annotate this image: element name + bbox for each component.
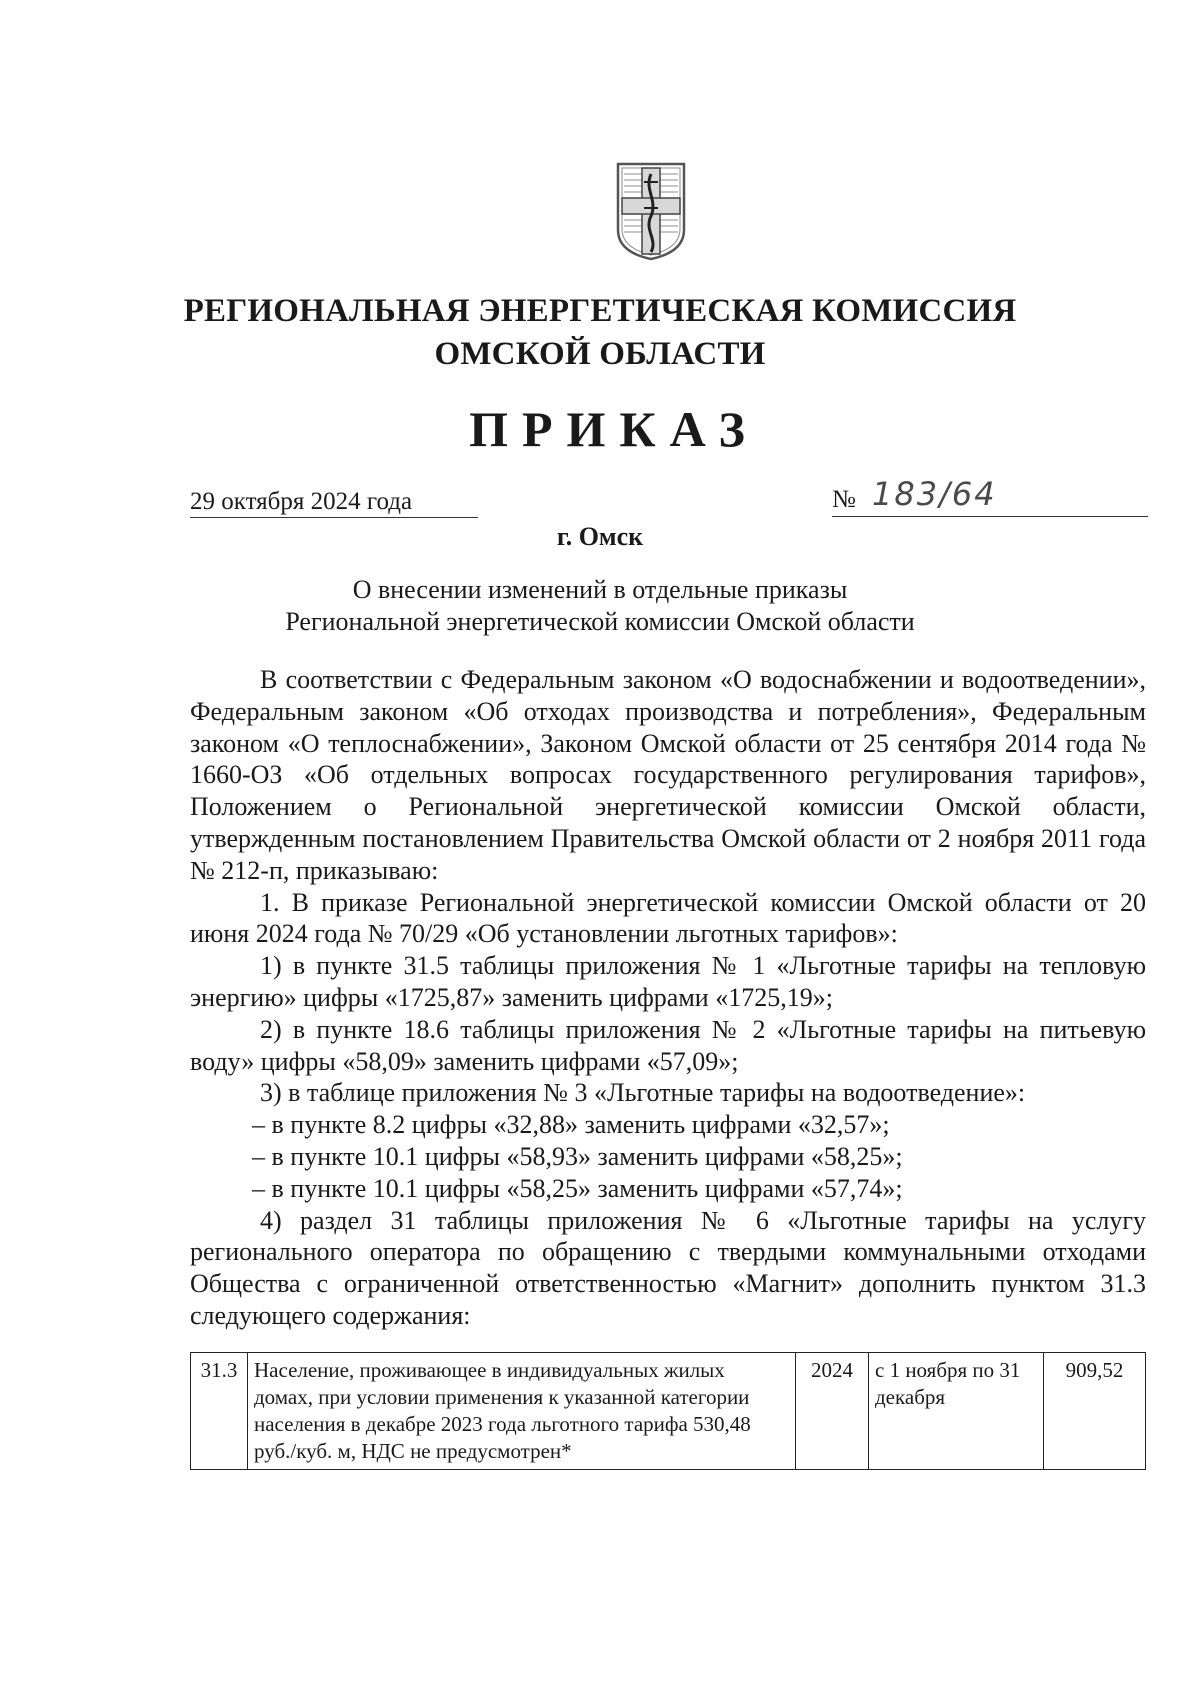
city-name: г. Омск [556, 522, 644, 551]
subitem-4: 4) раздел 31 таблицы приложения № 6 «Льготные тарифы на услугу регионального оператора по обращению с твердыми коммунальными отходами Общества с ограниченной ответственностью «Магнит» дополнить пунктом 31.3 следующего содержания: [190, 1205, 1146, 1330]
handwritten-number: 183/64 [872, 475, 997, 513]
document-body [190, 664, 1146, 1332]
subitem-3: 3) в таблице приложения № 3 «Льготные тарифы на водоотведение»: [260, 1078, 1026, 1108]
document-date: 29 октября 2024 года [190, 487, 478, 518]
org-name-line1: РЕГИОНАЛЬНАЯ ЭНЕРГЕТИЧЕСКАЯ КОМИССИЯ [183, 293, 1017, 329]
subitem-1: 1) в пункте 31.5 таблицы приложения № 1 «Льготные тарифы на тепловую энергию» цифры «1725,87» заменить цифрами «1725,19»; [190, 951, 1146, 1012]
preamble-paragraph: В соответствии с Федеральным законом «О водоснабжении и водоотведении», Федеральным законом «Об отходах производства и потребления», Федеральным законом «О теплоснабжении», Законом Омской области от 25 сентября 2014 года № 1660-ОЗ «Об отдельных вопросах государственного регулирования тарифов», Положением о Региональной энергетической комиссии Омской области, утвержденным постановлением Правительства Омской области от 2 ноября 2011 года № 212-п, приказываю: [190, 665, 1146, 885]
document-title: ПРИКАЗ [469, 401, 759, 457]
cell-value: 909,52 [1044, 1353, 1146, 1470]
subitem-2: 2) в пункте 18.6 таблицы приложения № 2 «Льготные тарифы на питьевую воду» цифры «58,09» заменить цифрами «57,09»; [190, 1014, 1146, 1076]
org-name-line2: ОМСКОЙ ОБЛАСТИ [434, 336, 766, 372]
tariff-table [190, 1352, 1146, 1470]
cell-description: Население, проживающее в индивидуальных жилых домах, при условии применения к указанной категории населения в декабре 2023 года льготного тарифа 530,48 руб./куб. м, НДС не предусмотрен* [248, 1353, 796, 1470]
item-1: 1. В приказе Региональной энергетической комиссии Омской области от 20 июня 2024 года № 70/29 «Об установлении льготных тарифов»: [190, 887, 1146, 949]
document-number [832, 475, 1148, 517]
subject-line2: Региональной энергетической комиссии Омской области [285, 607, 915, 636]
omsk-coat-of-arms-icon [614, 160, 688, 262]
cell-period: с 1 ноября по 31 декабря [869, 1353, 1044, 1470]
cell-year: 2024 [796, 1353, 869, 1470]
subject-line1: О внесении изменений в отдельные приказы [352, 575, 848, 604]
dash-item-1: – в пункте 8.2 цифры «32,88» заменить цифрами «32,57»; [252, 1110, 890, 1140]
table-row [191, 1353, 1146, 1470]
dash-item-2: – в пункте 10.1 цифры «58,93» заменить цифрами «58,25»; [252, 1141, 903, 1171]
number-label: № [832, 486, 856, 513]
cell-number: 31.3 [191, 1353, 248, 1470]
dash-item-3: – в пункте 10.1 цифры «58,25» заменить цифрами «57,74»; [252, 1173, 903, 1203]
